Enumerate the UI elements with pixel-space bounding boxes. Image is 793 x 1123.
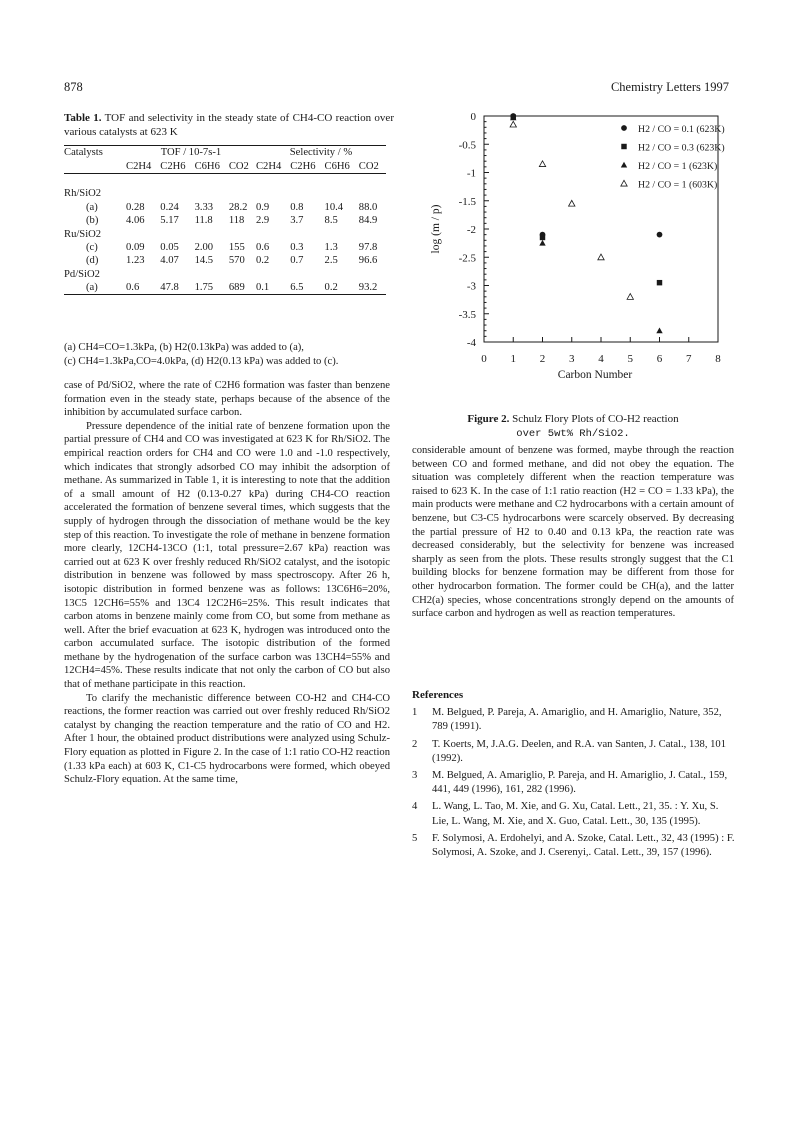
legend-marker bbox=[621, 162, 627, 168]
y-tick-label: -2.5 bbox=[458, 252, 476, 265]
legend-label: H2 / CO = 1 (603K) bbox=[638, 179, 718, 191]
reference-item bbox=[412, 706, 737, 734]
body-paragraph: case of Pd/SiO2, where the rate of C2H6 formation was faster than benzene formation even in the steady state, perhaps because of the absence of the inhibition by accumulated surface carbon. bbox=[64, 380, 390, 419]
table-cell: 0.09 bbox=[126, 241, 145, 253]
table-note: (c) CH4=1.3kPa,CO=4.0kPa, (d) H2(0.13 kPa) was added to (c). bbox=[64, 356, 339, 367]
reference-text: L. Wang, L. Tao, M. Xie, and G. Xu, Catal. Lett., 21, 35. : Y. Xu, S. Lie, L. Wang, M. Xie, and X. Guo, Catal. Lett., 30, 135 (1995). bbox=[432, 801, 719, 827]
table-caption-text: TOF and selectivity in the steady state of CH4-CO reaction over various catalysts at 623 K bbox=[64, 112, 394, 138]
table-cell: C2H6 bbox=[290, 160, 316, 172]
data-point bbox=[656, 328, 662, 334]
table-cell: (c) bbox=[86, 241, 98, 253]
legend-label: H2 / CO = 0.1 (623K) bbox=[638, 124, 725, 135]
table-cell: 570 bbox=[228, 255, 245, 267]
table-cell: 4.07 bbox=[160, 255, 179, 267]
table-cell: Catalysts bbox=[64, 147, 103, 159]
legend-label: H2 / CO = 0.3 (623K) bbox=[638, 142, 725, 154]
table-notes bbox=[64, 341, 394, 369]
table-cell: 1.75 bbox=[194, 282, 214, 294]
data-point bbox=[539, 240, 545, 246]
reference-item bbox=[412, 800, 737, 828]
table-cell: 2.5 bbox=[324, 255, 338, 267]
table-cell: 14.5 bbox=[194, 255, 214, 267]
data-point bbox=[539, 161, 545, 167]
figure-2 bbox=[412, 100, 734, 460]
legend-marker bbox=[621, 125, 627, 131]
table-cell: 0.2 bbox=[324, 282, 338, 294]
body-paragraph: considerable amount of benzene was formed, maybe through the reaction between CO and formed methane, and did not obey the equation. The situation was completely different when the reaction temperature was raised to 623 K. In the case of 1:1 ratio reaction (H2 = CO = 1.33 kPa), the main products were methane and C2 hydrocarbons with a certain amount of benzene, but C3-C5 hydrocarbons were scarcely observed. By decreasing the partial pressure of H2 to 0.40 and 0.13 kPa, the reaction rate was decreased considerably, but the selectivity for benzene was increased sharply as seen from the plots. These results strongly suggest that the C1 building blocks for benzene formation may be different from those for other hydrocarbon formation. The former could be CH(a), and the latter CH2(a) species, whose concentrations strongly depend on the amounts of surface carbon and hydrogen as well as reaction temperatures. bbox=[412, 445, 734, 620]
x-tick-label: 5 bbox=[627, 353, 633, 365]
table-1 bbox=[64, 145, 386, 295]
table-cell: 3.33 bbox=[194, 201, 214, 213]
catalyst-group-row bbox=[64, 187, 386, 200]
y-tick-label: -4 bbox=[466, 337, 476, 349]
table-cell: (a) bbox=[86, 282, 98, 294]
table-cell: 689 bbox=[228, 282, 245, 294]
x-tick-label: 0 bbox=[481, 353, 487, 365]
table-cell: 1.3 bbox=[324, 241, 338, 253]
reference-text: T. Koerts, M, J.A.G. Deelen, and R.A. van Santen, J. Catal., 138, 101 (1992). bbox=[432, 738, 727, 764]
table-cell: Selectivity / % bbox=[289, 147, 353, 159]
table-row bbox=[64, 241, 386, 254]
table-cell: 93.2 bbox=[358, 282, 378, 294]
table-cell: (b) bbox=[86, 215, 99, 227]
data-point bbox=[627, 294, 633, 300]
table-cell: 0.9 bbox=[255, 201, 270, 213]
x-tick-label: 1 bbox=[510, 353, 516, 365]
schulz-flory-chart bbox=[412, 100, 734, 410]
table-cell: (a) bbox=[86, 201, 98, 213]
table-row bbox=[64, 214, 386, 227]
table-caption bbox=[64, 112, 394, 139]
body-paragraph: Pressure dependence of the initial rate of benzene formation upon the partial pressure of CH4 and CO was investigated at 623 K for Rh/SiO2. The empirical reaction orders for CH4 and CO were 1.0 and -1.0 respectively, which indicates that strongly adsorbed CO may inhibit the adsorption of methane. As summarized in Table 1, it is interesting to note that the addition of a small amount of H2 (0.13-0.27 kPa) during CH4-CO reaction accelerated the formation of benzene several times, which suggests that the supply of hydrogen through the dissociation of methane would be the key step of this reaction. To investigate the role of methane in benzene formation more clearly, 12CH4-13CO (1:1, total pressure=2.67 kPa) reaction was carried out at 623 K over freshly reduced Rh/SiO2 catalyst, and the isotopic distribution in benzene was followed by mass spectroscopy. After 26 h, isotopic distribution in formed benzene was as follows: 13C6H6=20%, 13C5 12CH6=55% and 13C4 12C2H6=25%. This result indicates that carbon atoms in benzene mainly come from CO, but some from methane as well. After the brief evacuation at 623 K, hydrogen was introduced onto the carbon accumulated surface. The isotopic distribution of the formed methane by the hydrogenation of the surface carbon was 13CH4=55% and 12CH4=45%. These results indicate that not only the carbon of CO but also that of methane participate in this reaction. bbox=[64, 420, 390, 691]
table-cell: Ru/SiO2 bbox=[64, 228, 102, 240]
table-cell: 0.3 bbox=[290, 241, 304, 253]
figure-caption-line2: over 5wt% Rh/SiO2. bbox=[516, 428, 630, 440]
table-cell: 0.2 bbox=[255, 255, 270, 267]
table-note: (a) CH4=CO=1.3kPa, (b) H2(0.13kPa) was added to (a), bbox=[64, 342, 304, 353]
data-point bbox=[657, 232, 663, 238]
table-cell: 0.24 bbox=[160, 201, 179, 213]
table-cell: CO2 bbox=[358, 160, 379, 172]
reference-item bbox=[412, 769, 737, 797]
table-subheader-row bbox=[64, 159, 386, 173]
data-point bbox=[657, 280, 662, 285]
table-cell: 0.8 bbox=[290, 201, 304, 213]
table-cell: 118 bbox=[228, 215, 245, 227]
references bbox=[412, 688, 737, 863]
table-cell: TOF / 10-7s-1 bbox=[160, 147, 222, 159]
table-cell: 2.9 bbox=[255, 215, 270, 227]
references-heading: References bbox=[412, 689, 464, 701]
y-tick-label: -2 bbox=[466, 224, 476, 236]
table-cell: 10.4 bbox=[324, 201, 344, 213]
reference-text: M. Belgued, A. Amariglio, P. Pareja, and H. Amariglio, J. Catal., 159, 441, 449 (1996), 161, 282 (1996). bbox=[432, 770, 728, 796]
page-number: 878 bbox=[64, 80, 83, 94]
y-tick-label: -3.5 bbox=[458, 308, 476, 321]
table-cell: 6.5 bbox=[290, 282, 304, 294]
x-tick-label: 8 bbox=[715, 353, 721, 365]
table-cell: 3.7 bbox=[290, 215, 304, 227]
table-cell: 28.2 bbox=[228, 201, 248, 213]
figure-caption-text: Schulz Flory Plots of CO-H2 reaction bbox=[512, 413, 679, 425]
table-cell: 96.6 bbox=[358, 255, 378, 267]
table-cell: CO2 bbox=[228, 160, 249, 172]
y-axis-label: log (m / p) bbox=[430, 204, 442, 254]
body-paragraph: To clarify the mechanistic difference between CO-H2 and CH4-CO reactions, the former reaction was carried out over freshly reduced Rh/SiO2 catalyst by changing the reaction temperature and the ratio of CO and H2. After 1 hour, the obtained product distributions were analyzed using Schulz-Flory equation as plotted in Figure 2. In the case of 1:1 ratio CO-H2 reaction (1.33 kPa each) at 603 K, C1-C5 hydrocarbons were formed, which obeyed Schulz-Flory equation. At the same time, bbox=[64, 692, 390, 786]
table-cell: 0.7 bbox=[290, 255, 304, 267]
table-cell: Rh/SiO2 bbox=[64, 188, 102, 200]
reference-number: 3 bbox=[412, 770, 418, 782]
table-cell: 0.6 bbox=[255, 241, 270, 253]
table-cell: C6H6 bbox=[324, 160, 350, 172]
x-tick-label: 2 bbox=[539, 353, 546, 365]
table-cell: Pd/SiO2 bbox=[64, 268, 100, 280]
legend-marker bbox=[621, 180, 627, 186]
table-cell: C2H4 bbox=[255, 160, 282, 172]
table-cell: 0.6 bbox=[126, 282, 140, 294]
table-cell: 11.8 bbox=[194, 215, 213, 227]
table-cell: 155 bbox=[228, 241, 245, 253]
y-tick-label: -1.5 bbox=[458, 195, 476, 208]
journal-header: Chemistry Letters 1997 bbox=[610, 80, 729, 94]
reference-text: F. Solymosi, A. Erdohelyi, and A. Szoke, Catal. Lett., 32, 43 (1995) : F. Solymosi, A. Szoke, and J. Cserenyi,. Catal. Lett., 39, 157 (1996). bbox=[432, 832, 735, 859]
x-axis-label: Carbon Number bbox=[557, 369, 633, 381]
table-row bbox=[64, 254, 386, 267]
reference-number: 2 bbox=[412, 738, 418, 750]
reference-number: 1 bbox=[412, 707, 418, 719]
table-cell: 0.05 bbox=[160, 241, 179, 253]
table-row bbox=[64, 201, 386, 214]
table-cell: 2.00 bbox=[194, 241, 214, 253]
data-point bbox=[569, 200, 575, 206]
reference-item bbox=[412, 832, 737, 860]
legend-marker bbox=[621, 144, 626, 149]
x-tick-label: 6 bbox=[656, 353, 663, 365]
reference-number: 5 bbox=[412, 832, 418, 844]
table-header-row bbox=[64, 146, 386, 160]
table-cell bbox=[64, 159, 126, 173]
table-cell: 8.5 bbox=[324, 215, 338, 227]
table-cell: 88.0 bbox=[358, 201, 378, 213]
x-tick-label: 4 bbox=[598, 353, 604, 365]
data-point bbox=[598, 254, 604, 260]
x-tick-label: 7 bbox=[686, 353, 692, 365]
legend-label: H2 / CO = 1 (623K) bbox=[638, 161, 718, 172]
table-cell: 47.8 bbox=[160, 282, 179, 294]
table-cell: C2H6 bbox=[160, 160, 186, 172]
reference-text: M. Belgued, P. Pareja, A. Amariglio, and H. Amariglio, Nature, 352, 789 (1991). bbox=[432, 707, 722, 733]
y-tick-label: -3 bbox=[466, 280, 476, 293]
y-tick-label: -0.5 bbox=[458, 139, 476, 152]
data-point bbox=[510, 121, 516, 127]
table-cell: 5.17 bbox=[160, 215, 179, 227]
data-point bbox=[540, 235, 545, 240]
table-cell: 84.9 bbox=[358, 215, 378, 227]
reference-number: 4 bbox=[412, 801, 418, 813]
table-cell: (d) bbox=[86, 255, 99, 267]
table-caption-label: Table 1. bbox=[64, 112, 102, 124]
table-cell: 97.8 bbox=[358, 241, 378, 253]
table-cell: C6H6 bbox=[194, 160, 220, 172]
table-cell: 4.06 bbox=[126, 215, 145, 227]
y-tick-label: 0 bbox=[470, 111, 476, 123]
reference-item bbox=[412, 738, 737, 766]
table-cell: 0.1 bbox=[255, 282, 270, 294]
y-tick-label: -1 bbox=[466, 167, 476, 180]
catalyst-group-row bbox=[64, 227, 386, 240]
table-cell: C2H4 bbox=[126, 160, 152, 172]
x-tick-label: 3 bbox=[569, 353, 575, 365]
table-cell: 1.23 bbox=[126, 255, 145, 267]
table-row bbox=[64, 281, 386, 295]
left-column bbox=[64, 379, 390, 787]
table-cell: 0.28 bbox=[126, 201, 145, 213]
figure-caption-label: Figure 2. bbox=[467, 413, 510, 425]
catalyst-group-row bbox=[64, 268, 386, 281]
figure-caption bbox=[412, 412, 734, 442]
right-column bbox=[412, 444, 734, 621]
